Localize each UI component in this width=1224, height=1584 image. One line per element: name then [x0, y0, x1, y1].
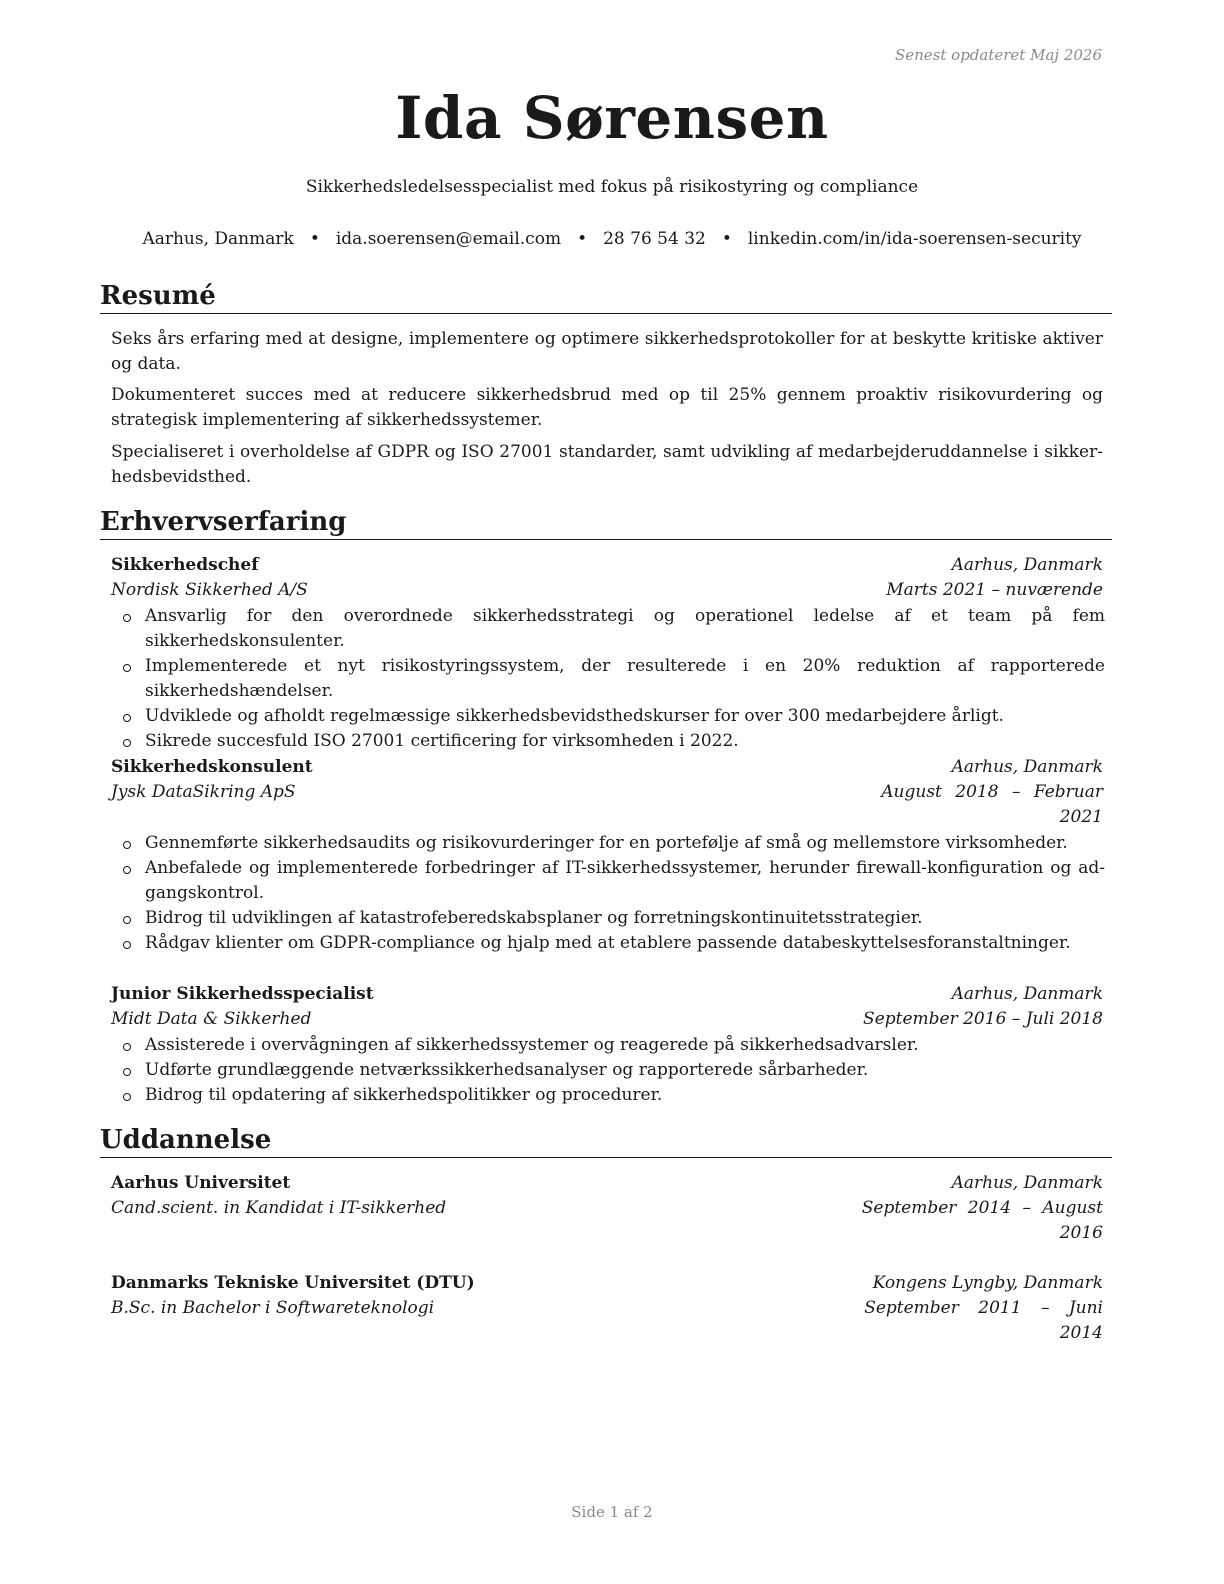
- job-location: Aarhus, Danmark: [951, 984, 1103, 1004]
- contact-linkedin[interactable]: linkedin.com/in/ida-soerensen-security: [747, 229, 1082, 249]
- bullet-separator: •: [577, 229, 588, 249]
- list-item: Udviklede og afholdt regelmæssige sikkerhedsbevidsthedskurser for over 300 medarbejdere årligt.: [111, 704, 1105, 729]
- job-company: Nordisk Sikkerhed A/S: [111, 580, 308, 600]
- school-dates-year: 2014: [1059, 1323, 1103, 1343]
- page-number: Side 1 af 2: [571, 1503, 653, 1521]
- candidate-name: Ida Sørensen: [395, 84, 829, 152]
- job-bullets: [111, 604, 1105, 754]
- list-item: Gennemførte sikkerhedsaudits og risikovurderinger for en portefølje af små og mellemstore virksomheder.: [111, 831, 1105, 856]
- school-name: Danmarks Tekniske Universitet (DTU): [111, 1273, 475, 1293]
- summary-paragraph: Specialiseret i overholdelse af GDPR og ISO 27001 standarder, samt udvikling af medarbejderuddannelse i sikkerhedsbevidsthed.: [111, 442, 1103, 487]
- school-location: Aarhus, Danmark: [951, 1173, 1103, 1193]
- list-item: Assisterede i overvågningen af sikkerhedssystemer og reagerede på sikkerhedsadvarsler.: [111, 1033, 1105, 1058]
- job-role: Sikkerhedschef: [111, 555, 259, 575]
- list-item: Bidrog til udviklingen af katastrofeberedskabsplaner og forretningskontinuitetsstrategier.: [111, 906, 1105, 931]
- school-degree: B.Sc. in Bachelor i Softwareteknologi: [111, 1298, 435, 1318]
- job-location: Aarhus, Danmark: [951, 757, 1103, 777]
- contact-email[interactable]: ida.soerensen@email.com: [335, 229, 562, 249]
- list-item: Sikrede succesfuld ISO 27001 certificering for virksomheden i 2022.: [111, 729, 1105, 754]
- list-item: Anbefalede og implementerede forbedringer af IT-sikkerhedssystemer, herunder firewall-konfiguration og adgangskontrol.: [111, 856, 1105, 906]
- school-location: Kongens Lyngby, Danmark: [872, 1273, 1103, 1293]
- contact-location: Aarhus, Danmark: [142, 229, 294, 249]
- experience-heading: Erhvervserfaring: [100, 507, 1112, 540]
- school-name: Aarhus Universitet: [111, 1173, 291, 1193]
- job-role: Junior Sikkerhedsspecialist: [111, 984, 374, 1004]
- job-bullets: [111, 831, 1105, 956]
- job-company: Jysk DataSikring ApS: [111, 782, 296, 802]
- tagline: Sikkerhedsledelsesspecialist med fokus på risikostyring og compliance: [305, 177, 919, 197]
- last-updated: Senest opdateret Maj 2026: [894, 46, 1102, 64]
- school-dates-year: 2016: [1059, 1223, 1103, 1243]
- list-item: Ansvarlig for den overordnede sikkerhedsstrategi og operationel ledelse af et team på fem sikkerhedskonsulenter.: [111, 604, 1105, 654]
- summary-heading: Resumé: [100, 281, 1112, 314]
- contact-phone: 28 76 54 32: [603, 229, 706, 249]
- list-item: Rådgav klienter om GDPR-compliance og hjalp med at etablere passende databeskyttelsesforanstaltninger.: [111, 931, 1105, 956]
- summary-paragraph: Dokumenteret succes med at reducere sikkerhedsbrud med op til 25% gennem proaktiv risikovurdering og strategisk implementering af sikkerhedssystemer.: [111, 385, 1103, 430]
- school-dates: September 2011 – Juni: [864, 1298, 1103, 1318]
- job-company: Midt Data & Sikkerhed: [111, 1009, 312, 1029]
- school-dates: September 2014 – August: [861, 1198, 1103, 1218]
- school-degree: Cand.scient. in Kandidat i IT-sikkerhed: [111, 1198, 447, 1218]
- list-item: Implementerede et nyt risikostyringssystem, der resulterede i en 20% reduktion af rapporterede sikkerhedshændelser.: [111, 654, 1105, 704]
- job-role: Sikkerhedskonsulent: [111, 757, 313, 777]
- job-dates-year: 2021: [1059, 807, 1103, 827]
- job-bullets: [111, 1033, 1105, 1108]
- bullet-separator: •: [309, 229, 320, 249]
- job-location: Aarhus, Danmark: [951, 555, 1103, 575]
- contact-line: [0, 229, 1224, 249]
- list-item: Bidrog til opdatering af sikkerhedspolitikker og procedurer.: [111, 1083, 1105, 1108]
- education-heading: Uddannelse: [100, 1125, 1112, 1158]
- list-item: Udførte grundlæggende netværkssikkerhedsanalyser og rapporterede sårbarheder.: [111, 1058, 1105, 1083]
- bullet-separator: •: [721, 229, 732, 249]
- job-dates: Marts 2021 – nuværende: [886, 580, 1103, 600]
- job-dates: September 2016 – Juli 2018: [863, 1009, 1103, 1029]
- job-dates: August 2018 – Februar: [881, 782, 1103, 802]
- summary-paragraph: Seks års erfaring med at designe, implementere og optimere sikkerhedsprotokoller for at beskytte kritiske aktiver og data.: [111, 329, 1103, 374]
